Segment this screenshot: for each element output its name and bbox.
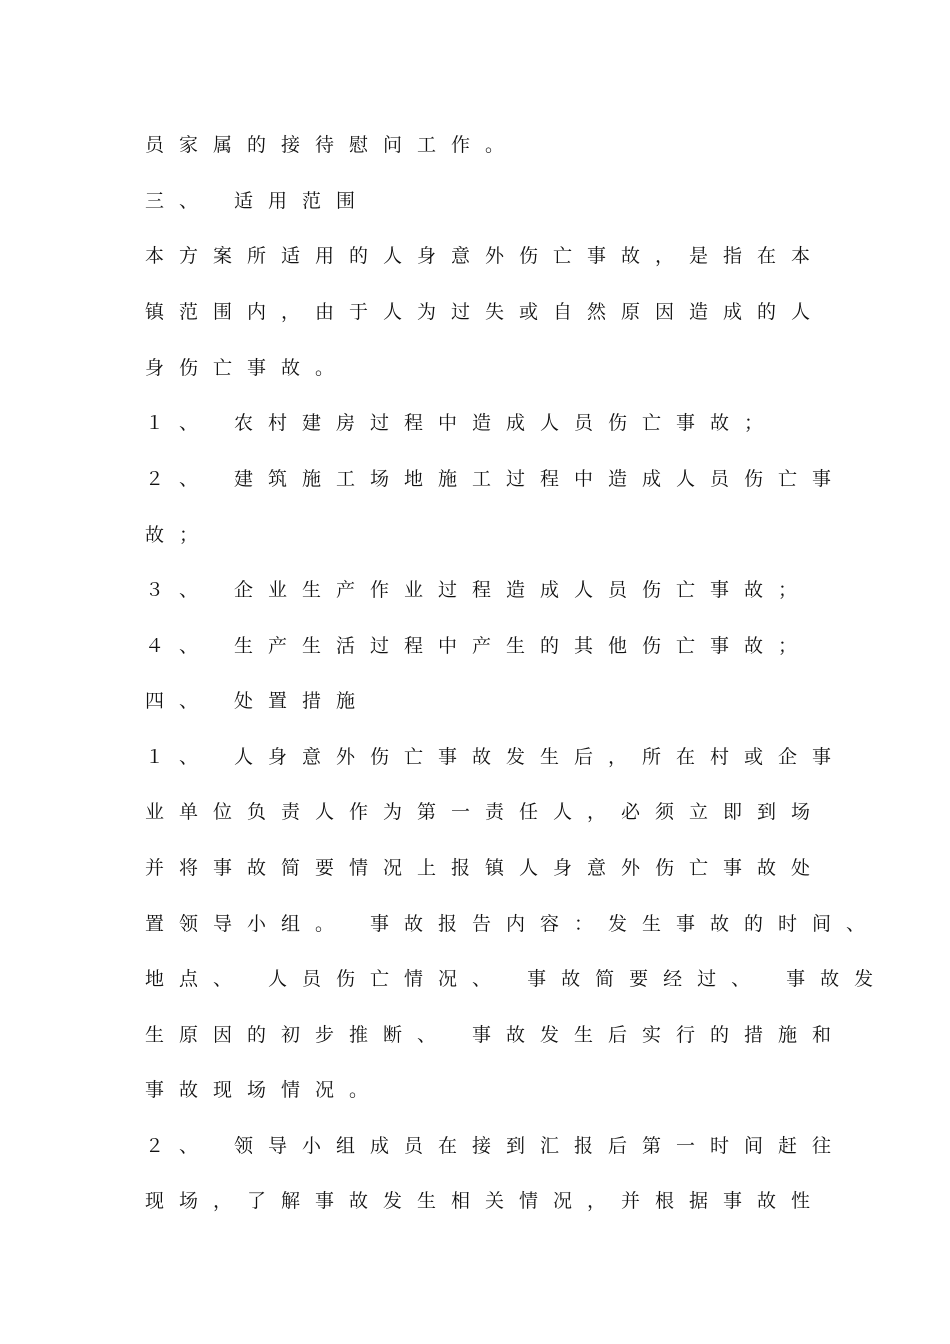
text-line: 员家属的接待慰问工作。 (145, 134, 520, 156)
list-item: ２、 建筑施工场地施工过程中造成人员伤亡事 (145, 468, 847, 490)
text-line: 生原因的初步推断、 事故发生后实行的措施和 (145, 1024, 847, 1046)
list-item: １、 人身意外伤亡事故发生后，所在村或企事 (145, 746, 847, 768)
text-line: 身伤亡事故。 (145, 357, 350, 379)
text-line: 本方案所适用的人身意外伤亡事故，是指在本 (145, 245, 826, 267)
section-heading-scope: 三、 适用范围 (145, 190, 371, 212)
section-heading-measures: 四、 处置措施 (145, 690, 371, 712)
text-line: 并将事故简要情况上报镇人身意外伤亡事故处 (145, 857, 826, 879)
text-line: 镇范围内，由于人为过失或自然原因造成的人 (145, 301, 826, 323)
text-line: 业单位负责人作为第一责任人，必须立即到场 (145, 801, 826, 823)
list-item: １、 农村建房过程中造成人员伤亡事故； (145, 412, 779, 434)
text-line: 故； (145, 524, 214, 546)
text-line: 置领导小组。 事故报告内容：发生事故的时间、 (145, 913, 881, 935)
text-line: 地点、 人员伤亡情况、 事故简要经过、 事故发 (145, 968, 889, 990)
text-line: 现场，了解事故发生相关情况，并根据事故性 (145, 1190, 826, 1212)
list-item: ４、 生产生活过程中产生的其他伤亡事故； (145, 635, 813, 657)
list-item: ２、 领导小组成员在接到汇报后第一时间赶往 (145, 1135, 847, 1157)
text-line: 事故现场情况。 (145, 1079, 384, 1101)
list-item: ３、 企业生产作业过程造成人员伤亡事故； (145, 579, 813, 601)
